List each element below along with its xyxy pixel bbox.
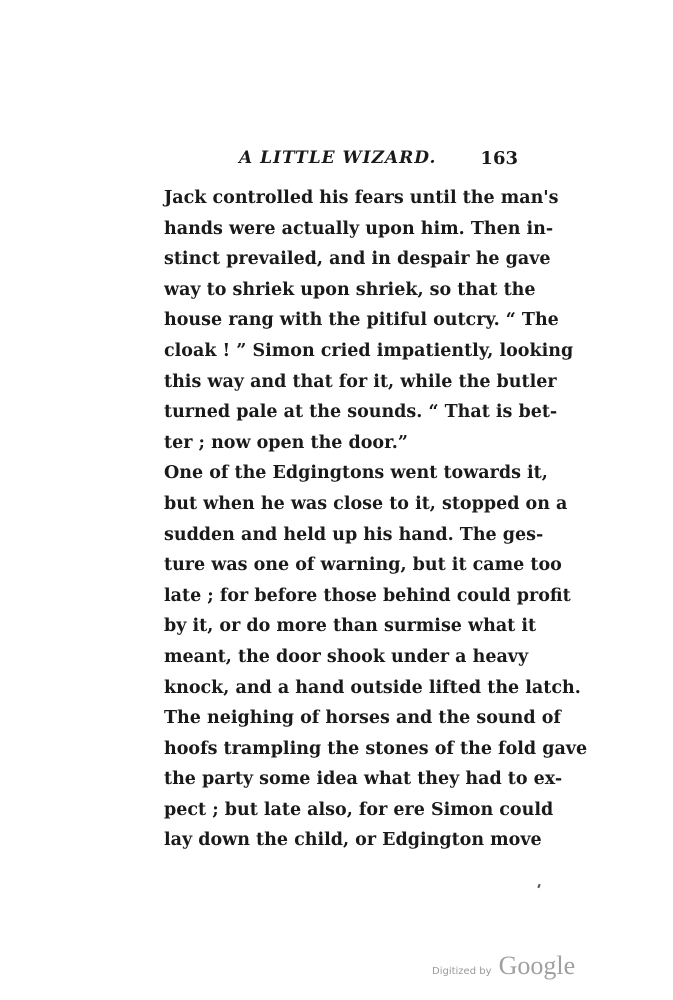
text-line: lay down the child, or Edgington move	[164, 830, 542, 851]
text-line: cloak ! ” Simon cried impatiently, looking	[164, 340, 574, 361]
text-line: this way and that for it, while the butler	[164, 371, 557, 392]
paragraph-1	[147, 183, 574, 458]
page-number: 163	[480, 148, 518, 169]
running-title: A LITTLE WIZARD.	[239, 148, 437, 168]
text-line: stinct prevailed, and in despair he gave	[164, 249, 551, 270]
text-line: but when he was close to it, stopped on a	[164, 493, 568, 514]
text-line: ture was one of warning, but it came too	[164, 555, 562, 576]
text-line: pect ; but late also, for ere Simon could	[164, 799, 554, 820]
text-line: knock, and a hand outside lifted the latch.	[164, 677, 581, 698]
text-line: Jack controlled his fears until the man's	[164, 188, 559, 208]
text-line: way to shriek upon shriek, so that the	[164, 279, 536, 300]
text-line: house rang with the pitiful outcry. “ The	[164, 310, 559, 331]
ink-speck	[537, 884, 540, 888]
body-text	[147, 183, 588, 856]
text-line: late ; for before those behind could profit	[164, 585, 571, 606]
text-line: the party some idea what they had to ex-	[164, 769, 563, 790]
text-line: ter ; now open the door.”	[164, 432, 408, 453]
page-header	[147, 148, 518, 174]
text-line: turned pale at the sounds. “ That is bet-	[164, 402, 558, 423]
text-line: hands were actually upon him. Then in-	[164, 218, 554, 239]
text-line: The neighing of horses and the sound of	[164, 708, 561, 729]
text-line: sudden and held up his hand. The ges-	[164, 524, 544, 545]
text-line: meant, the door shook under a heavy	[164, 646, 529, 667]
text-line: by it, or do more than surmise what it	[164, 616, 537, 637]
text-line: One of the Edgingtons went towards it,	[164, 463, 548, 484]
text-line: hoofs trampling the stones of the fold gave	[164, 738, 588, 759]
digitized-watermark	[432, 951, 575, 981]
watermark-prefix: Digitized by	[432, 966, 492, 977]
paragraph-2	[147, 458, 588, 856]
google-logo: Google	[498, 951, 576, 980]
